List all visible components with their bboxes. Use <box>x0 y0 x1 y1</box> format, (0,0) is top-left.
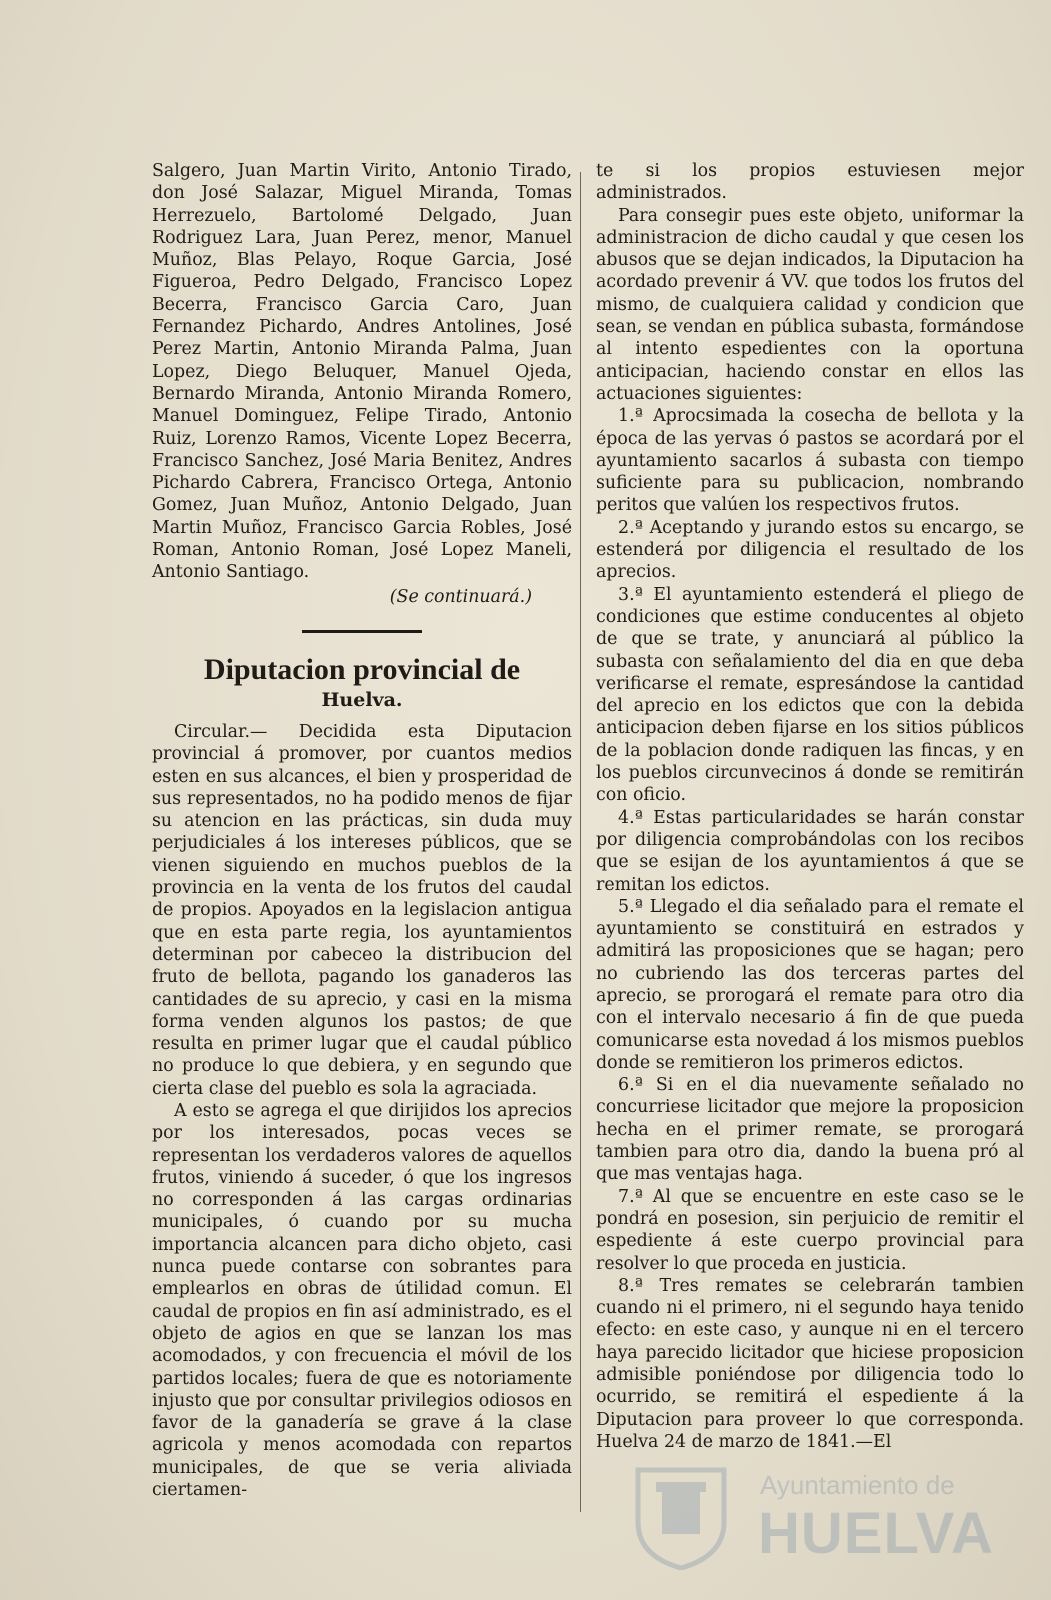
circular-paragraph: A esto se agrega el que dirijidos los aprecios por los interesados, pocas veces se representan los verdaderos valores de aquellos frutos, viniendo á suceder, ó que los ingresos no corresponden á las cargas ordinarias municipales, ó cuando por su mucha importancia alcancen para dicho objeto, casi nunca puede contarse con sobrantes para emplearlos en obras de útilidad comun. El caudal de propios en fin así administrado, es el objeto de agios en que se lanzan los mas acomodados, y con frecuencia el móvil de los partidos locales; fuera de que es notoriamente injusto que por consultar privilegios odiosos en favor de la ganadería se grave á la clase agricola y menos acomodada con repartos municipales, de que se veria aliviada ciertamen- <box>152 1100 572 1501</box>
article-item: 8.ª Tres remates se celebrarán tambien cuando ni el primero, ni el segundo haya tenido efecto: en este caso, y aunque ni en el tercero haya parecido licitador que hiciese proposicion admisible poniéndose por diligencia todo lo ocurrido, se remitirá el espediente á la Diputacion para proveer lo que corresponda. Huelva 24 de marzo de 1841.—El <box>596 1275 1024 1452</box>
name-list-text: Salgero, Juan Martin Virito, Antonio Tirado, don José Salazar, Miguel Miranda, Tomas Herrezuelo, Bartolomé Delgado, Juan Rodriguez Lara, Juan Perez, menor, Manuel Muñoz, Blas Pelayo, Roque Garcia, José Figueroa, Pedro Delgado, Francisco Lopez Becerra, Francisco Garcia Caro, Juan Fernandez Pichardo, Andres Antolines, José Perez Martin, Antonio Miranda Palma, Juan Lopez, Diego Beluquer, Manuel Ojeda, Bernardo Miranda, Antonio Miranda Romero, Manuel Dominguez, Felipe Tirado, Antonio Ruiz, Lorenzo Ramos, Vicente Lopez Becerra, Francisco Sanchez, José Maria Benitez, Andres Pichardo Cabrera, Francisco Ortega, Antonio Gomez, Juan Muñoz, Antonio Delgado, Juan Martin Muñoz, Francisco Garcia Robles, José Roman, Antonio Roman, José Lopez Maneli, Antonio Santiago. <box>152 161 572 583</box>
article-item: 7.ª Al que se encuentre en este caso se le pondrá en posesion, sin perjuicio de remitir el espediente á este cuerpo provincial para resolver lo que proceda en justicia. <box>596 1186 1024 1274</box>
article-item: 3.ª El ayuntamiento estenderá el pliego de condiciones que estime conducentes al objeto de que se trate, y anunciará al público la subasta con señalamiento del dia en que deba verificarse el remate, espresándose la cantidad del aprecio en los edictos que con la debida anticipacion deben fijarse en los sitios públicos de la poblacion donde radiquen las fincas, y en los pueblos circunvecinos á donde se remitirán con oficio. <box>596 584 1024 806</box>
article-item: 6.ª Si en el dia nuevamente señalado no concurriese licitador que mejore la proposicion hecha en el primer remate, se prorogará tambien para otro dia, dando la buena pró al que mas ventajas haga. <box>596 1075 1024 1185</box>
circular-paragraph: Circular.— Decidida esta Diputacion provincial á promover, por cuantos medios esten en sus alcances, el bien y prosperidad de sus representados, no ha podido menos de fijar su atencion en las prácticas, sin duda muy perjudiciales á los intereses públicos, que se vienen siguiendo en muchos pueblos de la provincia en la venta de los frutos del caudal de propios. Apoyados en la legislacion antigua que en esta parte regia, los ayuntamientos determinan por cabeceo la distribucion del fruto de bellota, pagando los ganaderos las cantidades de su aprecio, y casi en la misma forma venden algunos los pastos; de que resulta en primer lugar que el caudal público no produce lo que debiera, y en segundo que cierta clase del pueblo es sola la agraciada. <box>152 721 572 1099</box>
section-subheading: Huelva. <box>321 688 403 711</box>
watermark-line1: Ayuntamiento de <box>760 1470 955 1500</box>
article-paragraph: Para consegir pues este objeto, uniformar la administracion de dicho caudal y que cesen los abusos que se dejan indicados, la Diputacion ha acordado prevenir á VV. que todos los frutos del mismo, de cualquiera calidad y condicion que sean, se vendan en pública subasta, formándose al intento espedientes con la oportuna anticipacian, haciendo constar en ellos las actuaciones siguientes: <box>596 205 1024 404</box>
article-paragraph: te si los propios estuviesen mejor administrados. <box>596 161 1024 204</box>
city-shield-icon <box>632 1464 730 1570</box>
article-item: 1.ª Aprocsimada la cosecha de bellota y la época de las yervas ó pastos se acordará por el ayuntamiento sacarlos á subasta con tiempo suficiente para su publicacion, nombrando peritos que valúen los respectivos frutos. <box>596 406 1024 516</box>
article-item: 2.ª Aceptando y jurando estos su encargo, se estenderá por diligencia el resultado de los aprecios. <box>596 517 1024 583</box>
section-rule <box>302 630 422 633</box>
article-item: 4.ª Estas particularidades se harán constar por diligencia comprobándolas con los recibos que se esijan de los ayuntamientos á que se remitan los edictos. <box>596 807 1024 895</box>
section-heading: Diputacion provincial de <box>203 652 521 686</box>
archive-watermark <box>632 1462 994 1580</box>
column-divider <box>580 172 581 1512</box>
continued-note: (Se continuará.) <box>389 586 532 607</box>
left-column <box>152 160 572 1501</box>
article-item: 5.ª Llegado el dia señalado para el remate el ayuntamiento se constituirá en estrados y admitirá las proposiciones que se hagan; pero no cubriendo las dos terceras partes del aprecio, se prorogará el remate para otro dia con el intervalo necesario á fin de que pueda comunicarse esta novedad á los mismos pueblos donde se remitieron los primeros edictos. <box>596 896 1024 1073</box>
watermark-line2: HUELVA <box>758 1501 994 1566</box>
right-column <box>596 160 1024 1453</box>
